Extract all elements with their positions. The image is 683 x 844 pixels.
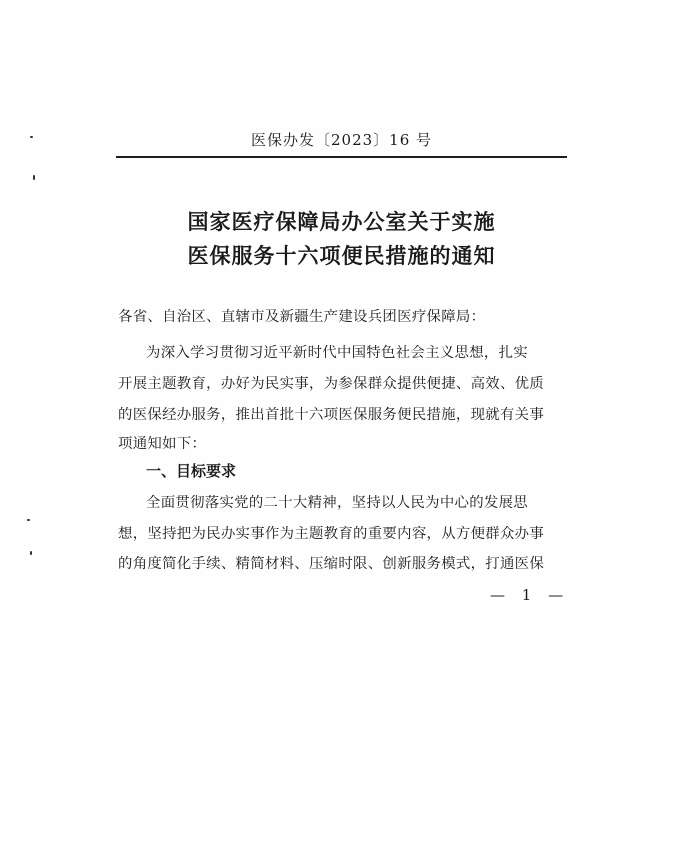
scan-speck xyxy=(27,519,30,521)
page-number: — 1 — xyxy=(490,586,570,604)
scan-speck xyxy=(30,551,32,555)
title-line-2: 医保服务十六项便民措施的通知 xyxy=(187,243,496,268)
section-line-3: 的角度简化手续、精简材料、压缩时限、创新服务模式，打通医保 xyxy=(118,556,545,572)
header-divider xyxy=(116,156,567,158)
intro-line-1: 为深入学习贯彻习近平新时代中国特色社会主义思想，扎实 xyxy=(146,345,528,361)
scan-speck xyxy=(33,175,35,180)
salutation: 各省、自治区、直辖市及新疆生产建设兵团医疗保障局： xyxy=(118,309,486,325)
intro-line-4: 项通知如下： xyxy=(118,436,207,452)
scan-speck xyxy=(30,136,33,138)
intro-line-3: 的医保经办服务，推出首批十六项医保服务便民措施，现就有关事 xyxy=(118,407,545,423)
section-line-1: 全面贯彻落实党的二十大精神，坚持以人民为中心的发展思 xyxy=(146,495,528,511)
section-heading: 一、目标要求 xyxy=(146,462,237,480)
intro-line-2: 开展主题教育，办好为民实事，为参保群众提供便捷、高效、优质 xyxy=(118,376,545,392)
section-line-2: 想，坚持把为民办实事作为主题教育的重要内容，从方便群众办事 xyxy=(118,526,545,542)
document-number: 医保办发〔2023〕16 号 xyxy=(250,131,433,149)
title-line-1: 国家医疗保障局办公室关于实施 xyxy=(187,209,496,234)
